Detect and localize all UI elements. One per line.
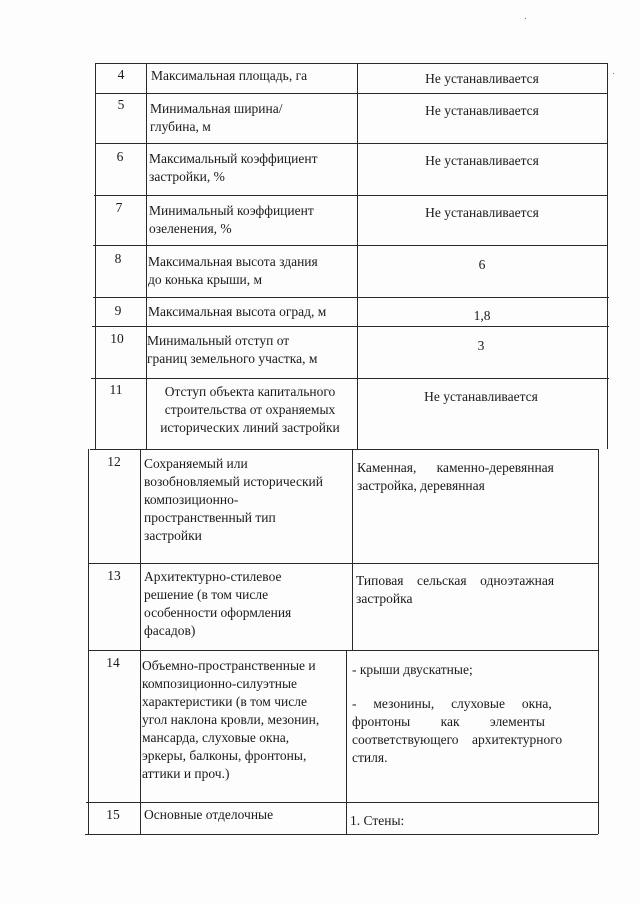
row-label: Минимальный отступ от границ земельного участка, м: [147, 333, 318, 366]
row-number: 8: [114, 251, 122, 266]
row-value-line: - крыши двускатные;: [352, 662, 473, 677]
row-divider: [93, 245, 608, 246]
row-number: 5: [117, 97, 125, 112]
row-divider: [94, 195, 608, 196]
scan-speck: [525, 18, 526, 19]
row-number: 10: [110, 331, 124, 346]
row-divider: [95, 143, 607, 144]
row-label: Отступ объекта капитального строительства от охраняемых исторических линий застройки: [160, 384, 340, 435]
row-divider: [92, 326, 609, 327]
row-divider: [88, 650, 598, 651]
row-value-line: застройка, деревянная: [357, 478, 485, 493]
row-number: 11: [109, 382, 123, 397]
row-value: 3: [477, 338, 485, 353]
row-number: 13: [107, 568, 121, 583]
row-value: Не устанавливается: [424, 389, 538, 404]
column-divider: [346, 650, 347, 834]
row-value: Не устанавливается: [425, 71, 539, 86]
row-value: 1. Стены:: [350, 813, 405, 828]
row-number: 9: [114, 303, 122, 318]
row-value-line: стиля.: [352, 750, 388, 765]
table-border-right: [598, 449, 599, 834]
row-label: Максимальная площадь, га: [151, 68, 308, 83]
row-label: Максимальная высота здания до конька крыши, м: [148, 254, 318, 287]
column-divider: [140, 449, 141, 834]
row-divider: [93, 297, 609, 298]
row-divider: [89, 563, 599, 564]
row-number: 7: [115, 200, 123, 215]
row-value: Не устанавливается: [425, 103, 539, 118]
row-number: 6: [116, 149, 124, 164]
row-value: Не устанавливается: [425, 205, 539, 220]
row-divider: [85, 834, 598, 835]
table-border-right: [607, 63, 608, 449]
row-number: 12: [107, 454, 121, 469]
table-border-left: [88, 449, 89, 834]
row-value: 6: [478, 257, 486, 272]
row-value: Не устанавливается: [425, 153, 539, 168]
row-label: Максимальная высота оград, м: [148, 304, 327, 319]
row-divider: [86, 802, 598, 803]
row-label: Минимальная ширина/ глубина, м: [150, 101, 283, 134]
row-label: Сохраняемый или возобновляемый исторический композиционно- пространственный тип застройки: [144, 456, 324, 543]
row-divider: [95, 93, 607, 94]
row-number: 14: [106, 655, 120, 670]
row-number: 4: [117, 67, 125, 82]
column-divider: [352, 449, 353, 650]
row-label: Максимальный коэффициент застройки, %: [149, 151, 318, 184]
scan-speck: [613, 73, 614, 74]
row-label: Минимальный коэффициент озеленения, %: [149, 203, 314, 236]
row-divider: [90, 449, 599, 450]
table-border-top: [96, 63, 607, 64]
row-value-line: застройка: [356, 591, 413, 606]
row-value-line: фронтоны как элементы: [352, 714, 545, 729]
row-label: Основные отделочные: [144, 807, 274, 822]
row-divider: [91, 378, 609, 379]
row-value-line: соответствующего архитектурного: [352, 732, 563, 747]
row-value-line: Типовая сельская одноэтажная: [356, 573, 555, 588]
row-value-line: Каменная, каменно-деревянная: [357, 460, 554, 475]
row-label: Архитектурно-стилевое решение (в том числе особенности оформления фасадов): [144, 569, 292, 638]
row-number: 15: [106, 807, 120, 822]
row-value: 1,8: [473, 308, 491, 323]
row-label: Объемно-пространственные и композиционно-силуэтные характеристики (в том числе угол наклона кровли, мезонин, мансарда, слуховые окна, эркеры, балконы, фронтоны, аттики и проч.): [142, 658, 320, 781]
row-value-line: - мезонины, слуховые окна,: [352, 696, 552, 711]
